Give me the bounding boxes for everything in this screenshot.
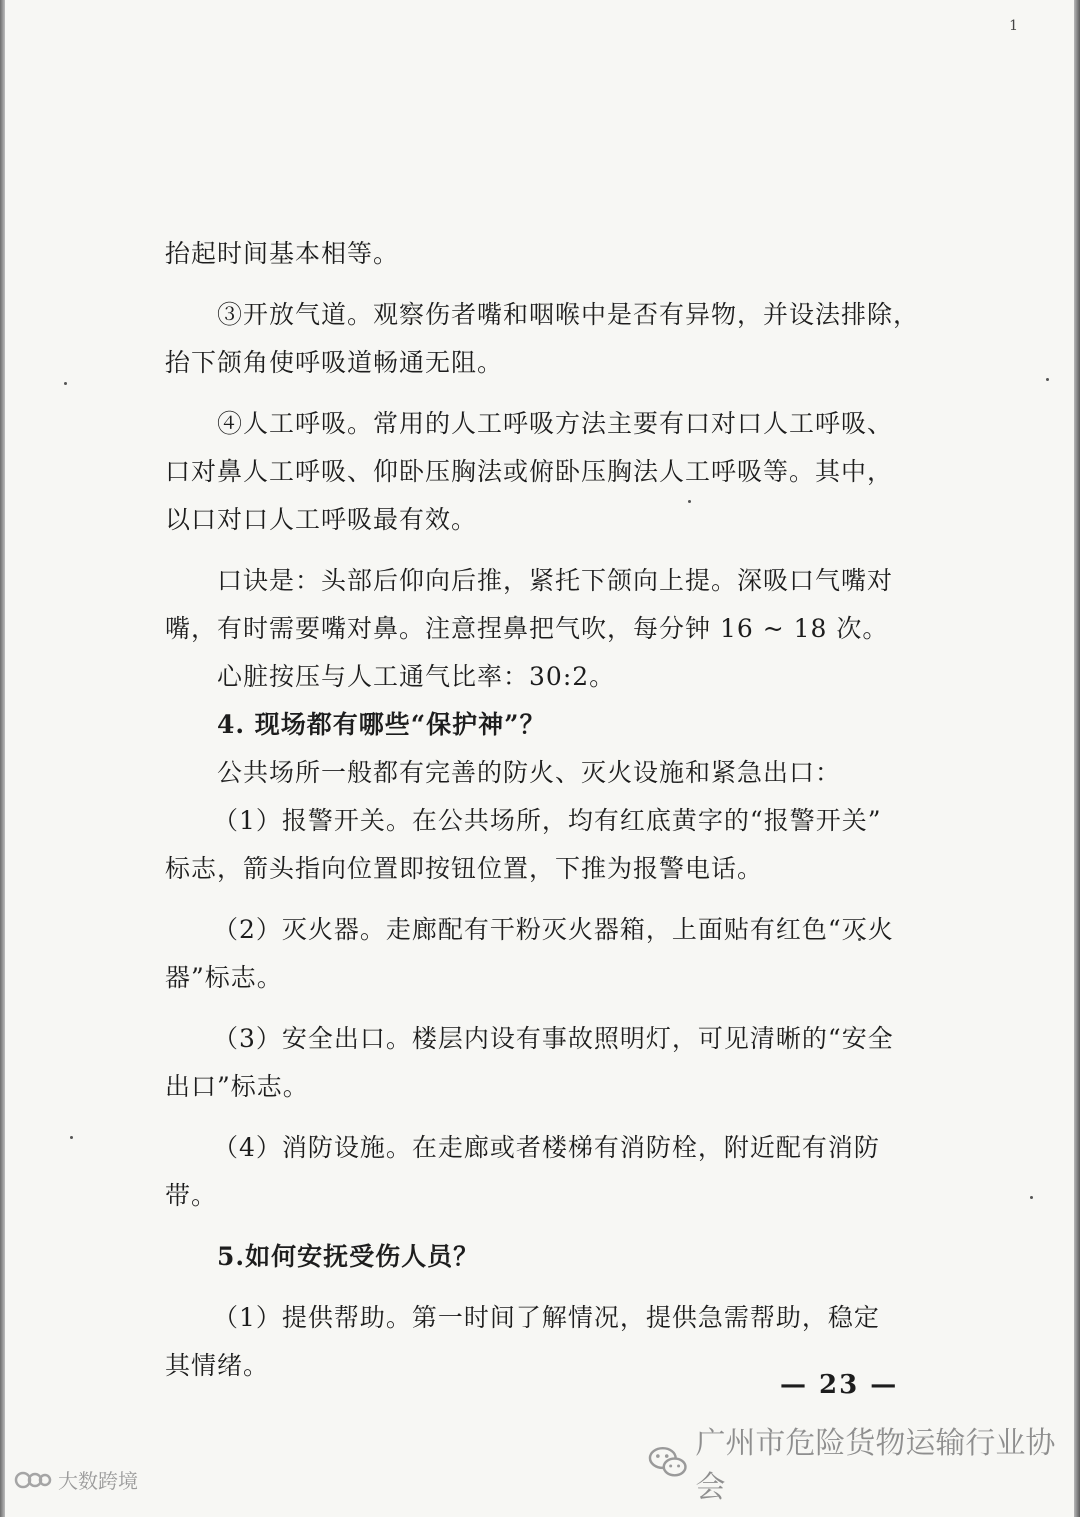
paragraph-line: 公共场所一般都有完善的防火、灭火设施和紧急出口： [217, 758, 842, 787]
list-item-line: （1）报警开关。在公共场所，均有红底黄字的“报警开关” [213, 806, 882, 835]
list-item-line: （4）消防设施。在走廊或者楼梯有消防栓，附近配有消防 [213, 1133, 880, 1162]
list-item-line: （3）安全出口。楼层内设有事故照明灯，可见清晰的“安全 [213, 1024, 894, 1053]
brand-watermark [14, 1465, 138, 1494]
brand-name: 大数跨境 [58, 1469, 138, 1493]
list-item-line: （2）灭火器。走廊配有干粉灭火器箱，上面贴有红色“灭火 [213, 915, 894, 944]
list-item-line: 其情绪。 [165, 1351, 270, 1380]
section-heading: 4. 现场都有哪些“保护神”？ [217, 710, 546, 739]
corner-mark: 1 [1009, 18, 1018, 34]
association-watermark [648, 1418, 1080, 1506]
paragraph-line: ③开放气道。观察伤者嘴和咽喉中是否有异物，并设法排除， [217, 300, 920, 329]
paragraph-line: 以口对口人工呼吸最有效。 [165, 505, 478, 534]
page-number: — 23 — [780, 1370, 899, 1400]
scan-edge-left [0, 0, 5, 1517]
list-item-line: 带。 [165, 1181, 218, 1210]
document-body [165, 230, 925, 1390]
paragraph-line: 嘴，有时需要嘴对鼻。注意捏鼻把气吹，每分钟 16 ~ 18 次。 [165, 614, 889, 643]
paragraph-line: 心脏按压与人工通气比率：30:2。 [217, 662, 616, 691]
list-item-line: 出口”标志。 [165, 1072, 309, 1101]
paragraph-line: 抬起时间基本相等。 [165, 239, 400, 268]
scan-speck [1046, 378, 1049, 381]
brand-logo-icon [14, 1467, 52, 1493]
scan-speck [64, 382, 67, 385]
list-item-line: 器”标志。 [165, 963, 283, 992]
scan-speck [70, 1136, 73, 1139]
scan-speck [1030, 1196, 1033, 1199]
paragraph-line: 口诀是：头部后仰向后推，紧托下颌向上提。深吸口气嘴对 [217, 566, 894, 595]
paragraph-line: 口对鼻人工呼吸、仰卧压胸法或俯卧压胸法人工呼吸等。其中， [165, 457, 894, 486]
section-heading: 5.如何安抚受伤人员？ [217, 1242, 480, 1271]
scan-edge-right [1074, 0, 1080, 1517]
paragraph-line: 抬下颌角使呼吸道畅通无阻。 [165, 348, 504, 377]
list-item-line: 标志，箭头指向位置即按钮位置，下推为报警电话。 [165, 854, 764, 883]
association-name: 广州市危险货物运输行业协会 [695, 1426, 1056, 1505]
wechat-icon [648, 1445, 687, 1479]
paragraph-line: ④人工呼吸。常用的人工呼吸方法主要有口对口人工呼吸、 [217, 409, 894, 438]
list-item-line: （1）提供帮助。第一时间了解情况，提供急需帮助，稳定 [213, 1303, 880, 1332]
